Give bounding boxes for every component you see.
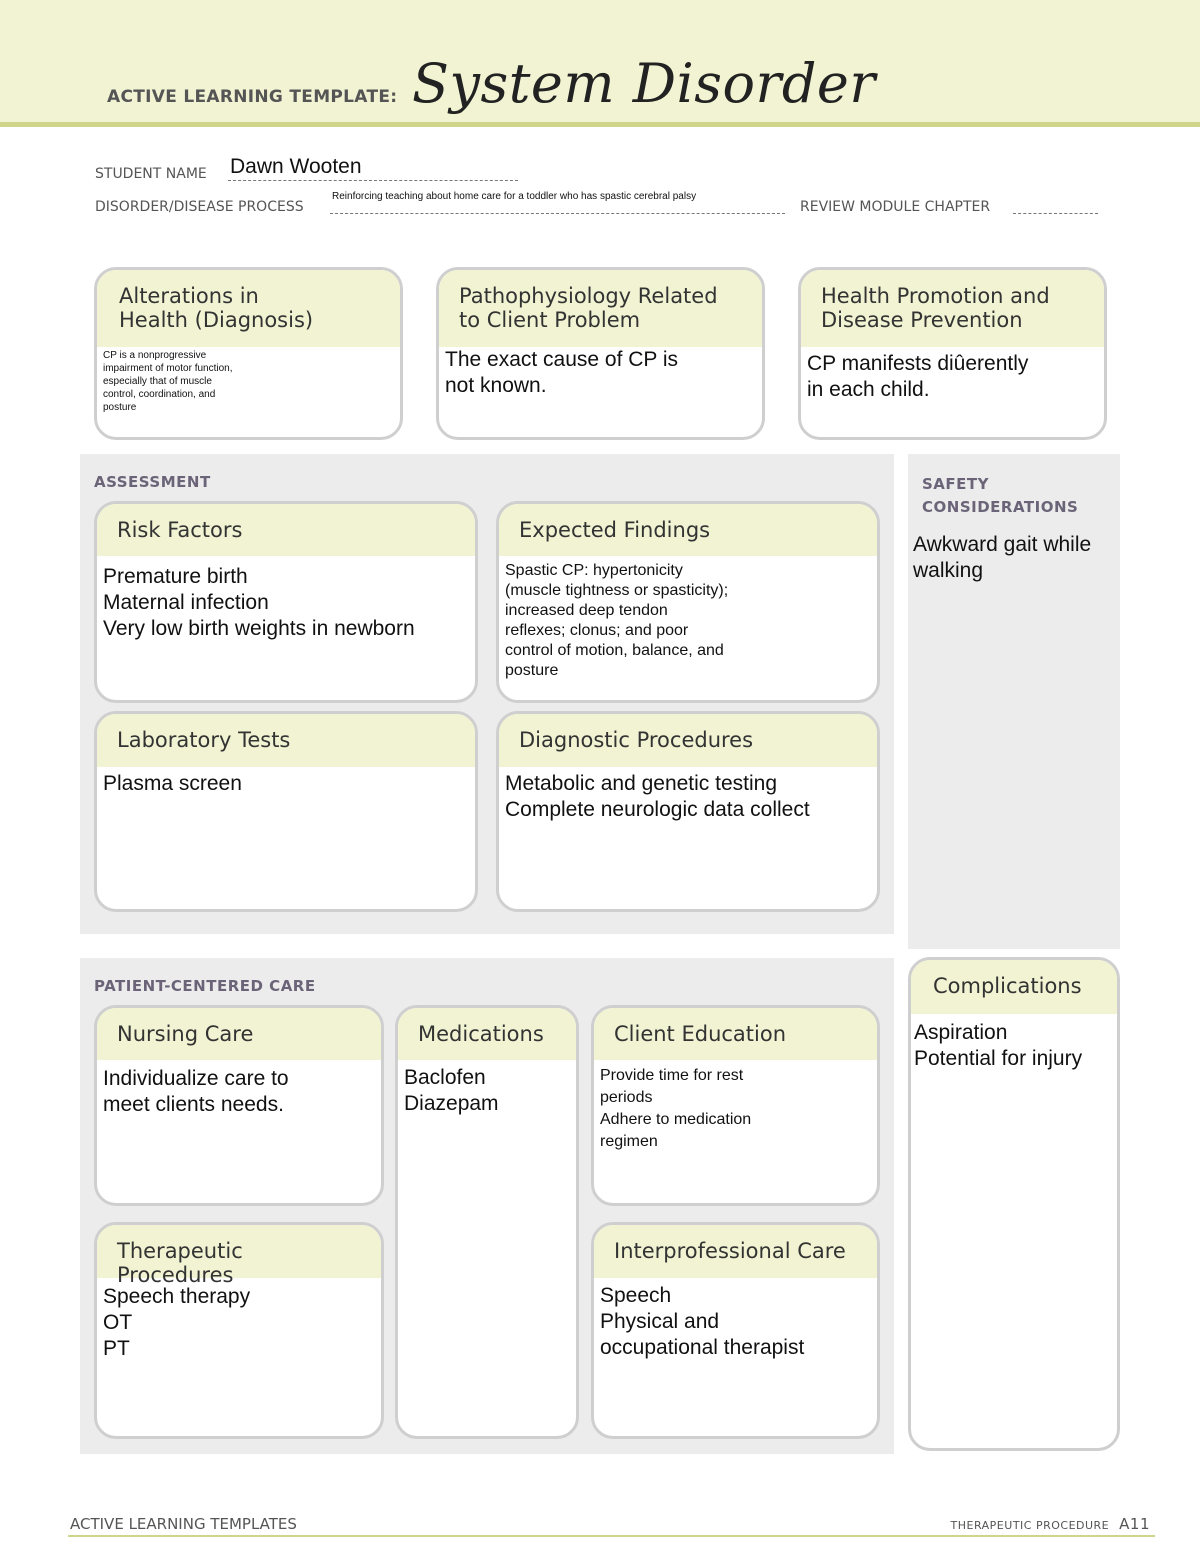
complication-item: Potential for injury — [914, 1047, 1083, 1070]
footer-section: THERAPEUTIC PROCEDURE — [950, 1519, 1110, 1532]
header-divider — [0, 122, 1200, 127]
nursing-care-title: Nursing Care — [97, 1008, 381, 1060]
risk-factors-title: Risk Factors — [97, 504, 475, 556]
laboratory-tests-box — [94, 711, 478, 912]
safety-label-2: CONSIDERATIONS — [922, 498, 1079, 516]
medications-title: Medications — [398, 1008, 576, 1060]
diagnostic-procedure-item: Complete neurologic data collect — [505, 798, 810, 821]
health-promotion-line: CP manifests diûerently — [807, 352, 1029, 375]
disorder-field[interactable]: Reinforcing teaching about home care for a toddler who has spastic cerebral palsy — [332, 191, 697, 202]
interprofessional-care-line: Speech — [600, 1284, 672, 1307]
review-module-field[interactable] — [1013, 213, 1098, 214]
safety-label — [922, 473, 1078, 519]
client-education-line: regimen — [600, 1133, 658, 1150]
health-promotion-line: in each child. — [807, 378, 930, 401]
health-promotion-box — [798, 267, 1107, 440]
therapeutic-procedure-item: Speech therapy — [103, 1285, 251, 1308]
alterations-title-2: Health (Diagnosis) — [119, 308, 314, 332]
diagnostic-procedures-box — [496, 711, 880, 912]
therapeutic-procedure-item: PT — [103, 1337, 130, 1360]
expected-finding-line: control of motion, balance, and — [505, 642, 724, 659]
therapeutic-procedures-title: Therapeutic Procedures — [97, 1225, 381, 1278]
client-education-line: periods — [600, 1089, 653, 1106]
assessment-label: ASSESSMENT — [94, 473, 211, 491]
nursing-care-line: meet clients needs. — [103, 1093, 284, 1116]
pathophysiology-title-1: Pathophysiology Related — [459, 284, 718, 308]
expected-finding-line: Spastic CP: hypertonicity — [505, 562, 683, 579]
alterations-box — [94, 267, 403, 440]
complications-title: Complications — [911, 960, 1117, 1014]
safety-line: walking — [913, 559, 984, 582]
interprofessional-care-line: occupational therapist — [600, 1336, 805, 1359]
nursing-care-box — [94, 1005, 384, 1206]
student-name-label: STUDENT NAME — [95, 166, 207, 182]
expected-finding-line: (muscle tightness or spasticity); — [505, 582, 729, 599]
expected-findings-title: Expected Findings — [499, 504, 877, 556]
alterations-line: especially that of muscle — [103, 376, 212, 387]
client-education-box — [591, 1005, 880, 1206]
client-education-line: Adhere to medication — [600, 1111, 752, 1128]
template-label: ACTIVE LEARNING TEMPLATE: — [107, 87, 398, 107]
expected-finding-line: reflexes; clonus; and poor — [505, 622, 689, 639]
disorder-label: DISORDER/DISEASE PROCESS — [95, 199, 304, 215]
therapeutic-procedures-box — [94, 1222, 384, 1439]
health-promotion-title-1: Health Promotion and — [821, 284, 1050, 308]
page-title: System Disorder — [412, 52, 876, 115]
medication-item: Baclofen — [404, 1066, 486, 1089]
safety-line: Awkward gait while — [913, 533, 1092, 556]
alterations-line: posture — [103, 402, 137, 413]
student-name-underline — [228, 180, 518, 181]
complications-box — [908, 957, 1120, 1451]
complication-item: Aspiration — [914, 1021, 1008, 1044]
footer-left-text: ACTIVE LEARNING TEMPLATES — [70, 1515, 297, 1533]
risk-factor-item: Maternal infection — [103, 591, 269, 614]
pathophysiology-line: not known. — [445, 374, 547, 397]
footer-divider — [68, 1535, 1155, 1537]
disorder-underline — [330, 213, 785, 214]
risk-factor-item: Premature birth — [103, 565, 248, 588]
diagnostic-procedures-title: Diagnostic Procedures — [499, 714, 877, 767]
review-module-label: REVIEW MODULE CHAPTER — [800, 199, 991, 215]
pathophysiology-box — [436, 267, 765, 440]
risk-factor-item: Very low birth weights in newborn — [103, 617, 415, 640]
risk-factors-box — [94, 501, 478, 703]
client-education-title: Client Education — [594, 1008, 877, 1060]
laboratory-test-item: Plasma screen — [103, 772, 242, 795]
alterations-line: CP is a nonprogressive — [103, 350, 207, 361]
safety-label-1: SAFETY — [922, 475, 989, 493]
pathophysiology-line: The exact cause of CP is — [445, 348, 679, 371]
alterations-line: control, coordination, and — [103, 389, 216, 400]
footer-right-text — [951, 1515, 1150, 1533]
client-education-line: Provide time for rest — [600, 1067, 744, 1084]
interprofessional-care-line: Physical and — [600, 1310, 720, 1333]
expected-finding-line: posture — [505, 662, 559, 679]
pathophysiology-title-2: to Client Problem — [459, 308, 641, 332]
health-promotion-title-2: Disease Prevention — [821, 308, 1023, 332]
page-number: A11 — [1119, 1515, 1150, 1533]
therapeutic-procedure-item: OT — [103, 1311, 133, 1334]
interprofessional-care-title: Interprofessional Care — [594, 1225, 877, 1278]
expected-finding-line: increased deep tendon — [505, 602, 668, 619]
alterations-title-1: Alterations in — [119, 284, 259, 308]
safety-content — [913, 532, 1091, 584]
laboratory-tests-title: Laboratory Tests — [97, 714, 475, 767]
nursing-care-line: Individualize care to — [103, 1067, 289, 1090]
interprofessional-care-box — [591, 1222, 880, 1439]
diagnostic-procedure-item: Metabolic and genetic testing — [505, 772, 778, 795]
medication-item: Diazepam — [404, 1092, 499, 1115]
medications-box — [395, 1005, 579, 1439]
alterations-line: impairment of motor function, — [103, 363, 233, 374]
safety-panel — [908, 454, 1120, 949]
patient-care-label: PATIENT-CENTERED CARE — [94, 977, 316, 995]
expected-findings-box — [496, 501, 880, 703]
student-name-field[interactable]: Dawn Wooten — [230, 155, 362, 178]
